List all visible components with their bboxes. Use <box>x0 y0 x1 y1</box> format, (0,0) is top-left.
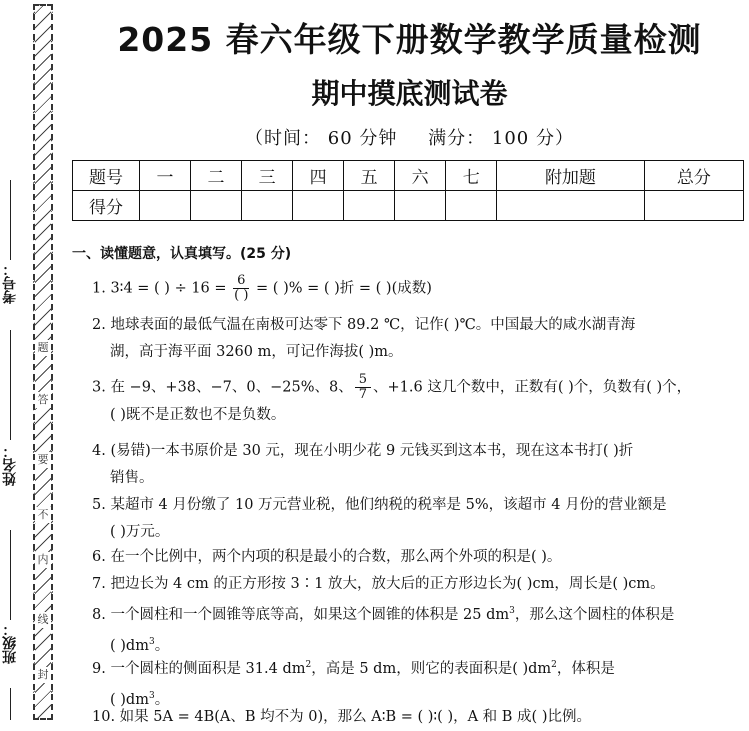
question-text: ( )dm <box>110 637 149 654</box>
question-text: ，高是 5 dm，则它的表面积是( )dm <box>311 660 552 677</box>
page-subtitle: 期中摸底测试卷 <box>311 77 508 110</box>
name-line <box>10 330 11 440</box>
question-text: 4. (易错)一本书原价是 30 元，现在小明少花 9 元钱买到这本书，现在这本书打( )折 <box>92 443 634 459</box>
seal-char: 要 <box>35 452 51 468</box>
exam-no-label: 考号： <box>2 262 18 304</box>
page-title: 2025 春六年级下册数学教学质量检测 <box>117 20 702 59</box>
question-text: ( )既不是正数也不是负数。 <box>110 407 286 423</box>
seal-char: 内 <box>35 552 51 568</box>
score-cell[interactable] <box>293 191 344 221</box>
score-cell[interactable] <box>497 191 644 221</box>
table-cell: 四 <box>293 161 344 191</box>
superscript: 3 <box>148 690 155 701</box>
seal-char: 答 <box>35 392 51 408</box>
question-text: 6. 在一个比例中，两个内项的积是最小的合数，那么两个外项的积是( )。 <box>92 549 562 565</box>
question-text: ，体积是 <box>556 660 615 677</box>
table-cell: 附加题 <box>497 161 644 191</box>
question-text: 销售。 <box>110 470 154 486</box>
question-3 <box>92 373 744 429</box>
fraction-denominator: 7 <box>358 387 368 402</box>
score-table-score-row <box>73 191 744 221</box>
table-cell: 二 <box>191 161 242 191</box>
score-cell[interactable] <box>644 191 743 221</box>
superscript: 2 <box>305 660 312 670</box>
seal-char: 不 <box>35 507 51 523</box>
section-heading: 一、读懂题意，认真填写。(25 分) <box>72 246 292 262</box>
exam-info <box>70 124 749 150</box>
question-text: 1. 3∶4 = ( ) ÷ 16 = <box>92 280 227 297</box>
question-text: 、+1.6 这几个数中，正数有( )个，负数有( )个， <box>373 379 692 396</box>
exam-time: （时间： 60 分钟 <box>245 128 398 149</box>
class-line-tail <box>10 688 11 720</box>
seal-char: 线 <box>35 612 51 628</box>
superscript: 3 <box>509 606 515 616</box>
score-table <box>72 160 744 221</box>
score-cell[interactable] <box>191 191 242 221</box>
exam-full-score: 满分： 100 分） <box>428 128 574 149</box>
score-cell[interactable] <box>446 191 497 221</box>
question-8 <box>92 598 744 660</box>
question-6 <box>92 544 744 571</box>
score-table-header-row <box>73 161 744 191</box>
question-text: 8. 一个圆柱和一个圆锥等底等高，如果这个圆锥的体积是 25 dm <box>92 606 510 623</box>
question-text: ( )万元。 <box>110 524 170 540</box>
question-text: 3. 在 −9、+38、−7、0、−25%、8、 <box>92 379 353 396</box>
table-cell: 五 <box>344 161 395 191</box>
fraction-denominator: ( ) <box>234 288 249 303</box>
table-cell: 三 <box>242 161 293 191</box>
table-cell: 得分 <box>73 191 140 221</box>
exam-no-line <box>10 180 11 260</box>
question-text: 7. 把边长为 4 cm 的正方形按 3∶1 放大，放大后的正方形边长为( )cm，周长是( )cm。 <box>92 576 665 592</box>
question-text: 9. 一个圆柱的侧面积是 31.4 dm <box>92 660 306 677</box>
seal-char: 题 <box>35 340 51 356</box>
score-cell[interactable] <box>140 191 191 221</box>
fraction <box>355 373 371 402</box>
fraction-numerator: 6 <box>233 274 249 289</box>
class-label: 班级： <box>2 622 18 664</box>
question-text: 5. 某超市 4 月份缴了 10 万元营业税，他们纳税的税率是 5%，该超市 4 月份的营业额是 <box>92 497 667 513</box>
table-cell: 六 <box>395 161 446 191</box>
seal-char: 封 <box>35 667 51 683</box>
question-10 <box>92 704 744 731</box>
table-cell: 七 <box>446 161 497 191</box>
score-cell[interactable] <box>344 191 395 221</box>
question-text: 2. 地球表面的最低气温在南极可达零下 89.2 ℃，记作( )℃。中国最大的咸水湖青海 <box>92 317 636 333</box>
question-text: ( )dm <box>110 691 149 708</box>
table-cell: 一 <box>140 161 191 191</box>
question-text: 湖，高于海平面 3260 m，可记作海拔( )m。 <box>110 344 403 360</box>
question-1 <box>92 274 744 303</box>
question-text: ，那么这个圆柱的体积是 <box>514 606 675 623</box>
score-cell[interactable] <box>395 191 446 221</box>
fraction <box>233 274 249 303</box>
question-2 <box>92 312 744 366</box>
superscript: 3 <box>148 636 155 647</box>
question-4 <box>92 438 744 492</box>
question-text: = ( )% = ( )折 = ( )(成数) <box>256 280 432 297</box>
question-text: 10. 如果 5A = 4B(A、B 均不为 0)，那么 A∶B = ( )∶( )，A 和 B 成( )比例。 <box>92 709 591 725</box>
fraction-numerator: 5 <box>355 373 371 388</box>
seal-text-column <box>35 0 53 720</box>
superscript: 2 <box>551 660 557 670</box>
binding-strip <box>0 0 68 720</box>
question-text: 。 <box>154 691 170 708</box>
question-text: 。 <box>154 637 170 654</box>
name-label: 姓名： <box>2 444 18 486</box>
table-cell: 题号 <box>73 161 140 191</box>
question-7 <box>92 571 744 598</box>
question-5 <box>92 492 744 546</box>
class-line <box>10 530 11 620</box>
score-cell[interactable] <box>242 191 293 221</box>
table-cell: 总分 <box>644 161 743 191</box>
